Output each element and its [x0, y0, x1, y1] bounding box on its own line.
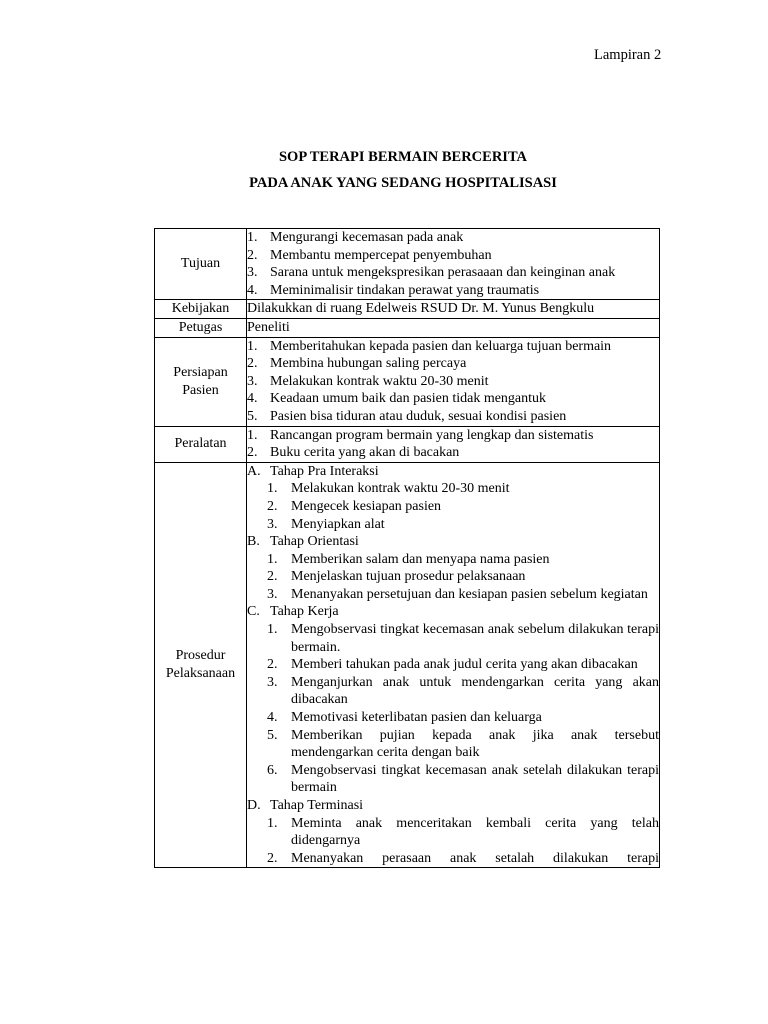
row-label-peralatan: Peralatan — [155, 426, 247, 462]
row-label-tujuan: Tujuan — [155, 229, 247, 300]
procedure-step: 2. Mengecek kesiapan pasien — [267, 498, 442, 514]
table-row-peralatan — [155, 426, 660, 462]
list-item: 5. Pasien bisa tiduran atau duduk, sesuai kondisi pasien — [247, 408, 567, 424]
procedure-step: 4. Memotivasi keterlibatan pasien dan keluarga — [267, 710, 542, 726]
table-row-persiapan — [155, 337, 660, 426]
procedure-step: 6. Mengobservasi tingkat kecemasan anak setelah dilakukan terapi bermain — [267, 762, 659, 796]
section-heading: B. Tahap Orientasi — [247, 534, 359, 550]
row-content-petugas: Peneliti — [247, 318, 660, 337]
procedure-step: 5. Memberikan pujian kepada anak jika anak tersebut mendengarkan cerita dengan baik — [267, 727, 659, 761]
row-label-petugas: Petugas — [155, 318, 247, 337]
list-item: 2. Membina hubungan saling percaya — [247, 356, 467, 372]
table-row-petugas — [155, 318, 660, 337]
section-heading: C. Tahap Kerja — [247, 604, 339, 620]
procedure-step: 3. Menyiapkan alat — [267, 516, 385, 532]
procedure-step: 1. Meminta anak menceritakan kembali cerita yang telah didengarnya — [267, 815, 659, 849]
row-content-tujuan — [247, 229, 660, 300]
row-content-peralatan — [247, 426, 660, 462]
list-item: 3. Melakukan kontrak waktu 20-30 menit — [247, 373, 489, 389]
row-content-prosedur — [247, 462, 660, 868]
section-heading: A. Tahap Pra Interaksi — [247, 463, 379, 479]
list-item: 1. Rancangan program bermain yang lengkap dan sistematis — [247, 427, 594, 443]
procedure-step: 1. Mengobservasi tingkat kecemasan anak sebelum dilakukan terapi bermain. — [267, 622, 659, 655]
row-content-kebijakan: Dilakukkan di ruang Edelweis RSUD Dr. M. Yunus Bengkulu — [247, 300, 660, 319]
procedure-step: 3. Menanyakan persetujuan dan kesiapan pasien sebelum kegiatan — [267, 586, 648, 602]
procedure-step: 2. Menjelaskan tujuan prosedur pelaksanaan — [267, 569, 526, 585]
list-item: 2. Membantu mempercepat penyembuhan — [247, 247, 492, 263]
list-item: 3. Sarana untuk mengekspresikan perasaaan dan keinginan anak — [247, 265, 616, 281]
sop-table — [154, 228, 660, 868]
document-title: SOP TERAPI BERMAIN BERCERITA — [278, 149, 528, 165]
row-label-kebijakan: Kebijakan — [155, 300, 247, 319]
row-label-prosedur: Prosedur Pelaksanaan — [155, 462, 247, 868]
table-row-kebijakan — [155, 300, 660, 319]
list-item: 4. Keadaan umum baik dan pasien tidak mengantuk — [247, 391, 547, 407]
list-item: 4. Meminimalisir tindakan perawat yang traumatis — [247, 282, 540, 298]
procedure-step: 1. Melakukan kontrak waktu 20-30 menit — [267, 481, 510, 497]
procedure-step: 3. Menganjurkan anak untuk mendengarkan cerita yang akan dibacakan — [267, 674, 659, 708]
document-subtitle: PADA ANAK YANG SEDANG HOSPITALISASI — [249, 175, 557, 191]
procedure-step: 2. Memberi tahukan pada anak judul cerita yang akan dibacakan — [267, 657, 638, 673]
section-heading: D. Tahap Terminasi — [247, 798, 364, 813]
procedure-step: 2. Menanyakan perasaan anak setalah dilakukan terapi — [267, 850, 659, 866]
list-item: 1. Memberitahukan kepada pasien dan keluarga tujuan bermain — [247, 338, 612, 354]
list-item: 2. Buku cerita yang akan di bacakan — [247, 445, 460, 461]
table-row-tujuan — [155, 229, 660, 300]
table-row-prosedur — [155, 462, 660, 868]
list-item: 1. Mengurangi kecemasan pada anak — [247, 230, 464, 245]
row-label-persiapan: Persiapan Pasien — [155, 337, 247, 426]
procedure-step: 1. Memberikan salam dan menyapa nama pasien — [267, 551, 550, 567]
attachment-label: Lampiran 2 — [594, 47, 662, 63]
row-content-persiapan — [247, 337, 660, 426]
